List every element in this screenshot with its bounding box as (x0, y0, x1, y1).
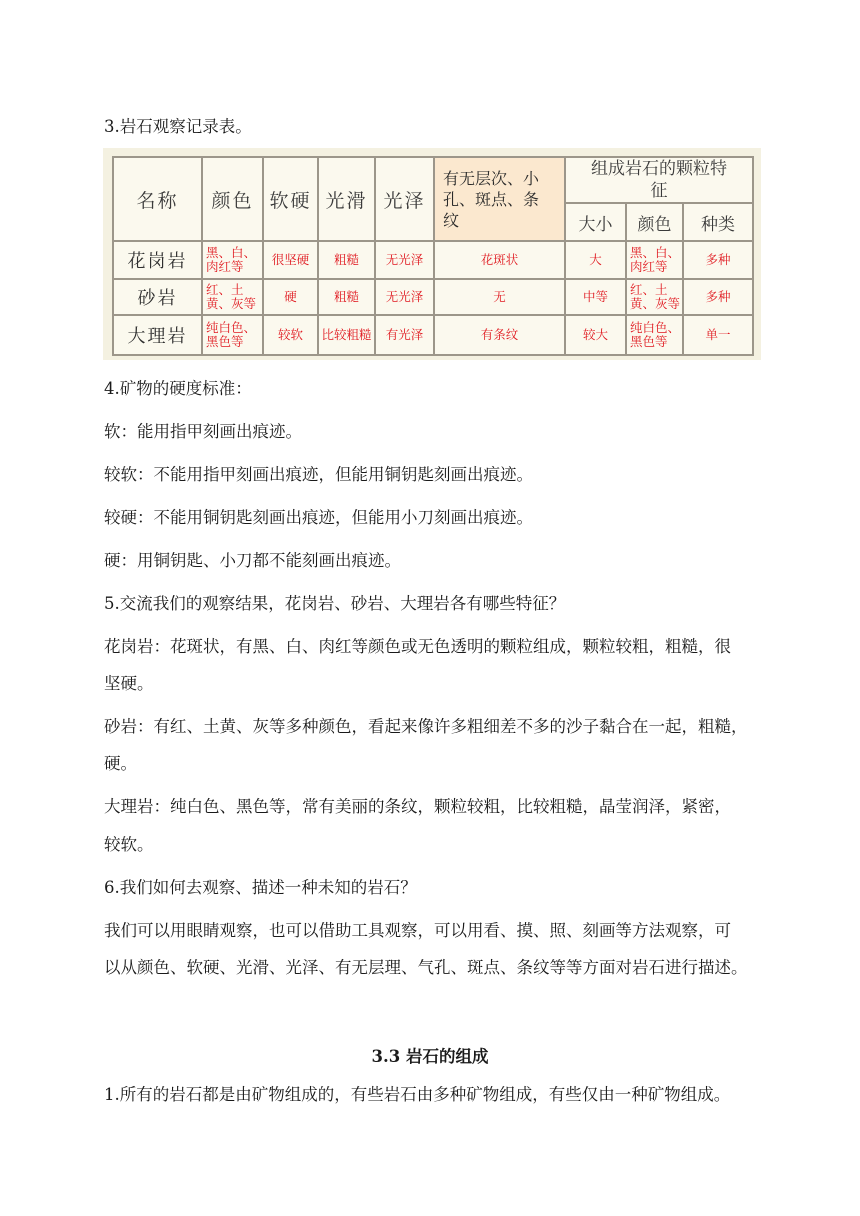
cell-hardness: 硬 (263, 279, 318, 315)
cell-color: 黑、白、肉红等 (202, 241, 263, 279)
observe-answer: 我们可以用眼睛观察，也可以借助工具观察，可以用看、摸、照、刻画等方法观察，可 (104, 921, 731, 940)
sandstone-description: 砂岩：有红、土黄、灰等多种颜色，看起来像许多粗细差不多的沙子黏合在一起，粗糙， (104, 717, 748, 736)
cell-layers: 有条纹 (434, 315, 565, 355)
header-grain-color: 颜色 (626, 203, 683, 241)
hardness-fairly-soft: 较软：不能用指甲刻画出痕迹，但能用铜钥匙刻画出痕迹。 (104, 465, 533, 484)
rock-observation-table-image (103, 148, 761, 360)
rock-observation-table (112, 156, 754, 356)
table-row (113, 241, 753, 279)
cell-color: 纯白色、黑色等 (202, 315, 263, 355)
header-grain-size: 大小 (565, 203, 626, 241)
header-hardness: 软硬 (263, 157, 318, 241)
cell-grain-color: 纯白色、黑色等 (626, 315, 683, 355)
marble-description-cont: 较软。 (104, 835, 154, 854)
table-row (113, 279, 753, 315)
granite-description-cont: 坚硬。 (104, 674, 154, 693)
sandstone-description-cont: 硬。 (104, 754, 137, 773)
row-name: 大理岩 (113, 315, 202, 355)
cell-smooth: 粗糙 (318, 279, 375, 315)
table-row (113, 315, 753, 355)
cell-grain-size: 大 (565, 241, 626, 279)
cell-color: 红、土黄、灰等 (202, 279, 263, 315)
cell-layers: 无 (434, 279, 565, 315)
cell-luster: 无光泽 (375, 279, 434, 315)
hardness-soft: 软：能用指甲刻画出痕迹。 (104, 422, 302, 441)
row-name: 花岗岩 (113, 241, 202, 279)
heading-observe-unknown-rock: 6.我们如何去观察、描述一种未知的岩石？ (104, 878, 417, 897)
header-grain-features: 组成岩石的颗粒特征 (565, 157, 753, 203)
header-luster: 光泽 (375, 157, 434, 241)
heading-compare-results: 5.交流我们的观察结果，花岗岩、砂岩、大理岩各有哪些特征？ (104, 594, 566, 613)
row-name: 砂岩 (113, 279, 202, 315)
cell-grain-color: 黑、白、肉红等 (626, 241, 683, 279)
hardness-hard: 硬：用铜钥匙、小刀都不能刻画出痕迹。 (104, 551, 401, 570)
rock-composition-point-1: 1.所有的岩石都是由矿物组成的，有些岩石由多种矿物组成，有些仅由一种矿物组成。 (104, 1085, 731, 1104)
observe-answer-cont: 以从颜色、软硬、光滑、光泽、有无层理、气孔、斑点、条纹等等方面对岩石进行描述。 (104, 958, 748, 977)
cell-smooth: 粗糙 (318, 241, 375, 279)
hardness-fairly-hard: 较硬：不能用铜钥匙刻画出痕迹，但能用小刀刻画出痕迹。 (104, 508, 533, 527)
cell-grain-kind: 单一 (683, 315, 753, 355)
header-name: 名称 (113, 157, 202, 241)
heading-hardness-standard: 4.矿物的硬度标准： (104, 379, 252, 398)
header-color: 颜色 (202, 157, 263, 241)
cell-luster: 无光泽 (375, 241, 434, 279)
cell-grain-color: 红、土黄、灰等 (626, 279, 683, 315)
heading-rock-record-table: 3.岩石观察记录表。 (104, 117, 252, 136)
cell-smooth: 比较粗糙 (318, 315, 375, 355)
section-title: 3.3 岩石的组成 (371, 1047, 489, 1066)
granite-description: 花岗岩：花斑状，有黑、白、肉红等颜色或无色透明的颗粒组成，颗粒较粗，粗糙，很 (104, 637, 731, 656)
header-grain-kind: 种类 (683, 203, 753, 241)
header-smooth: 光滑 (318, 157, 375, 241)
cell-grain-size: 中等 (565, 279, 626, 315)
cell-layers: 花斑状 (434, 241, 565, 279)
cell-grain-kind: 多种 (683, 279, 753, 315)
cell-grain-size: 较大 (565, 315, 626, 355)
cell-luster: 有光泽 (375, 315, 434, 355)
marble-description: 大理岩：纯白色、黑色等，常有美丽的条纹，颗粒较粗，比较粗糙，晶莹润泽，紧密， (104, 797, 731, 816)
cell-grain-kind: 多种 (683, 241, 753, 279)
cell-hardness: 很坚硬 (263, 241, 318, 279)
cell-hardness: 较软 (263, 315, 318, 355)
header-layers: 有无层次、小孔、斑点、条纹 (434, 157, 565, 241)
